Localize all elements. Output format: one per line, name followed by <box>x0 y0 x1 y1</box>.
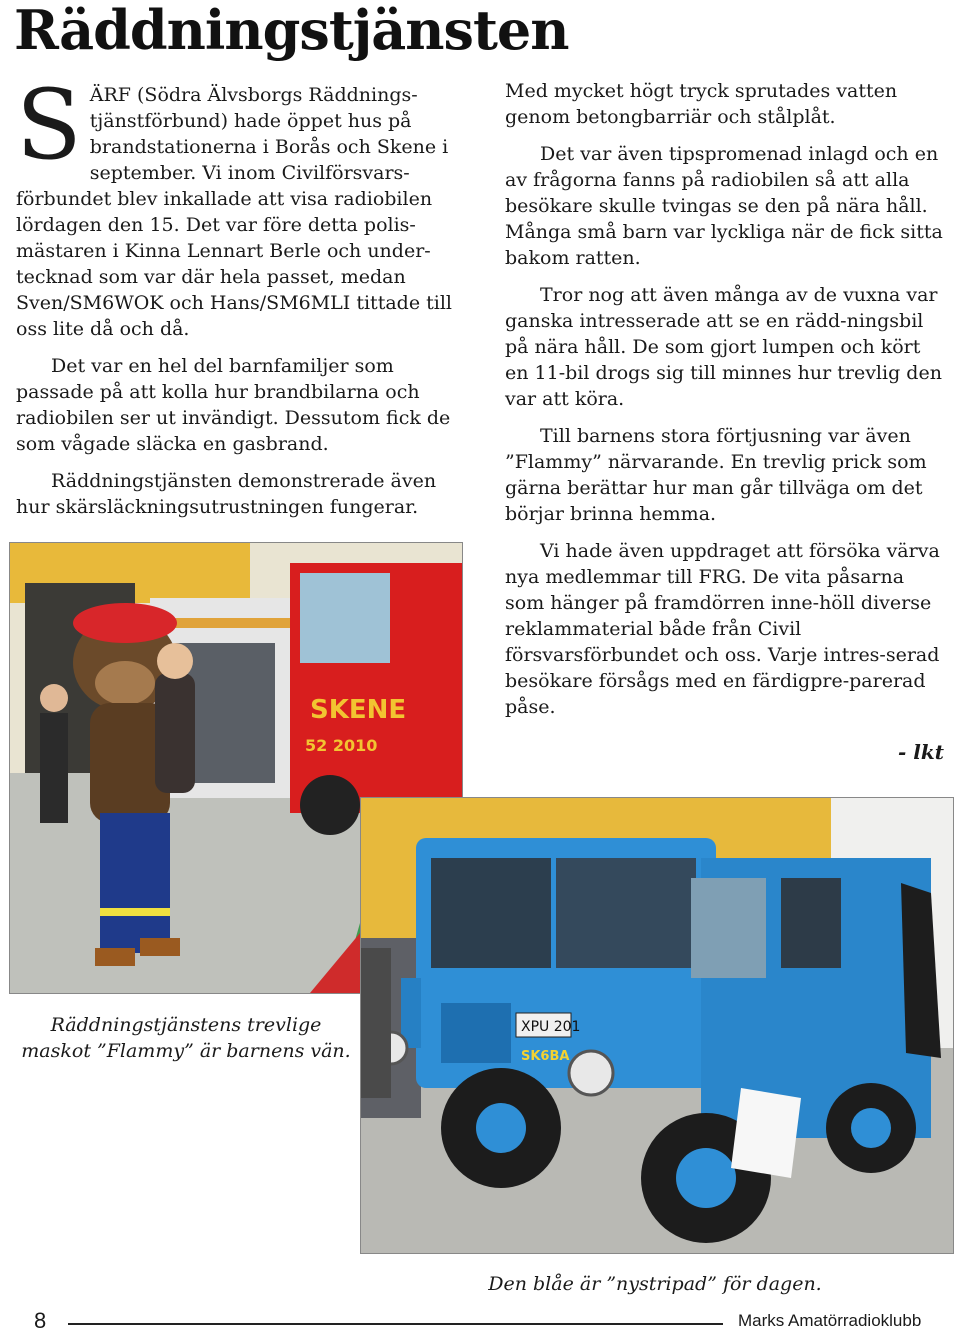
footer-rule <box>68 1323 723 1325</box>
paragraph-pressure: Med mycket högt tryck sprutades vatten genom betongbarriär och stålplåt. <box>505 80 898 128</box>
photo-radio-vehicle <box>360 797 954 1254</box>
club-name: Marks Amatörradioklubb <box>738 1311 922 1330</box>
intro-text: ÄRF (Södra Älvsborgs Räddnings-tjänstförbund) hade öppet hus på brandstationerna i Borås och Skene i september. Vi inom Civilförsvars-förbundet blev inkallade att visa radiobilen lördagen den 15. Det var före detta polis-mästaren i Kinna Lennart Berle och under-tecknad som var där hela passet, medan Sven/SM6WOK och Hans/SM6MLI tittade till oss lite då och då. <box>16 84 452 340</box>
right-column <box>505 78 945 731</box>
paragraph-demonstration: Räddningstjänsten demonstrerade även hur skärsläckningsutrustningen fungerar. <box>16 470 437 518</box>
paragraph-recruiting: Vi hade även uppdraget att försöka värva nya medlemmar till FRG. De vita påsarna som hänger på framdörren inne-höll diverse reklammaterial både från Civil försvarsförbundet och oss. Varje intres-serad besökare försågs med en färdigpre-parerad påse. <box>505 540 940 718</box>
callsign-text: SK6BA <box>521 1049 570 1064</box>
intro-paragraph <box>16 69 456 342</box>
paragraph-flammy: Till barnens stora förtjusning var även ”Flammy” närvarande. En trevlig prick som gärna berättar hur man går tillväga om det börjar brinna hemma. <box>505 425 927 525</box>
page-number: 8 <box>34 1308 47 1333</box>
left-column <box>16 69 456 531</box>
license-plate-text: XPU 201 <box>521 1019 581 1035</box>
truck-number-text: 52 2010 <box>305 736 378 755</box>
paragraph-families: Det var en hel del barnfamiljer som passade på att kolla hur brandbilarna och radiobilen ser ut invändigt. Dessutom fick de som vågade släcka en gasbrand. <box>16 355 451 455</box>
page-title: Räddningstjänsten <box>14 0 569 62</box>
paragraph-quiz: Det var även tipspromenad inlagd och en av frågorna fanns på radiobilen så att alla besökare skulle tvingas se den på nära håll. Många små barn var lyckliga när de fick sitta bakom ratten. <box>505 143 943 269</box>
paragraph-adults: Tror nog att även många av de vuxna var ganska intresserade att se en rädd-ningsbil på nära håll. De som gjort lumpen och kört en 11-bil drogs sig till minnes hur trevlig den var att köra. <box>505 284 942 410</box>
drop-cap: S <box>16 69 82 181</box>
truck-name-text: SKENE <box>310 695 407 725</box>
caption-radio-vehicle: Den blåe är ”nystripad” för dagen. <box>488 1273 822 1295</box>
signature: - lkt <box>898 740 944 764</box>
caption-mascot: Räddningstjänstens trevlige maskot ”Flammy” är barnens vän. <box>21 1014 351 1062</box>
